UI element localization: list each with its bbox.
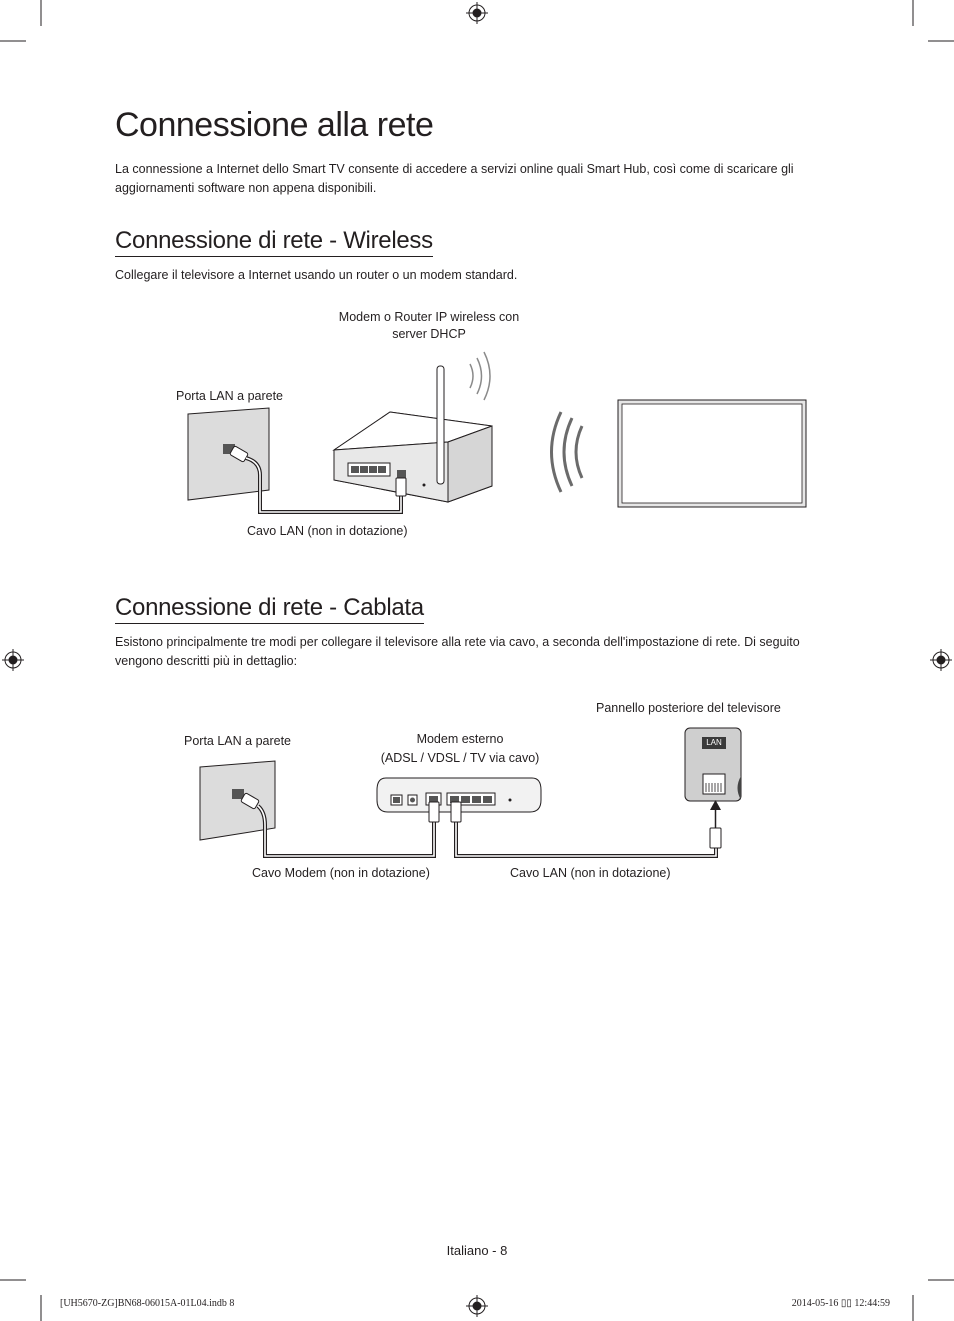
wireless-description: Collegare il televisore a Internet usando un router o un modem standard. [115, 268, 518, 282]
registration-mark-icon [930, 649, 952, 671]
wireless-wall-port-label: Porta LAN a parete [176, 389, 284, 403]
wireless-cable-label: Cavo LAN (non in dotazione) [247, 524, 408, 538]
wall-socket-icon [188, 408, 269, 500]
lan-port-badge: LAN [706, 738, 722, 747]
wifi-waves-icon [552, 412, 583, 492]
wired-tv-panel-label: Pannello posteriore del televisore [596, 701, 781, 715]
wired-modem-cable-label: Cavo Modem (non in dotazione) [252, 866, 430, 880]
page-title: Connessione alla rete [115, 106, 434, 144]
slug-date: 2014-05-16 ▯▯ 12:44:59 [791, 1298, 890, 1309]
wired-wall-port-label: Porta LAN a parete [184, 734, 292, 748]
wireless-heading: Connessione di rete - Wireless [115, 227, 433, 257]
wired-lan-cable [456, 820, 716, 856]
wired-lan-cable-label: Cavo LAN (non in dotazione) [510, 866, 671, 880]
wired-modem-label: Modem esterno (ADSL / VDSL / TV via cavo) [380, 732, 540, 765]
wired-description: Esistono principalmente tre modi per collegare il televisore alla rete via cavo, a seconda dell'impostazione di rete. Di seguito vengono descritti più in dettaglio: [115, 635, 800, 668]
wireless-router-label: Modem o Router IP wireless con server DHCP [338, 310, 520, 341]
rj45-plug-icon [710, 800, 721, 848]
tv-icon [618, 400, 806, 507]
registration-mark-icon [466, 2, 488, 24]
registration-mark-icon [466, 1295, 488, 1317]
wifi-waves-icon [470, 352, 490, 400]
slug-file: [UH5670-ZG]BN68-06015A-01L04.indb 8 [60, 1298, 235, 1309]
router-icon [334, 366, 492, 502]
wired-heading: Connessione di rete - Cablata [115, 594, 424, 624]
registration-mark-icon [2, 649, 24, 671]
intro-paragraph: La connessione a Internet dello Smart TV consente di accedere a servizi online quali Smart Hub, così come di scaricare gli aggiornamenti software non appena disponibili. [115, 162, 794, 195]
page-number: Italiano - 8 [446, 1243, 508, 1258]
wired-modem-cable [258, 806, 434, 856]
